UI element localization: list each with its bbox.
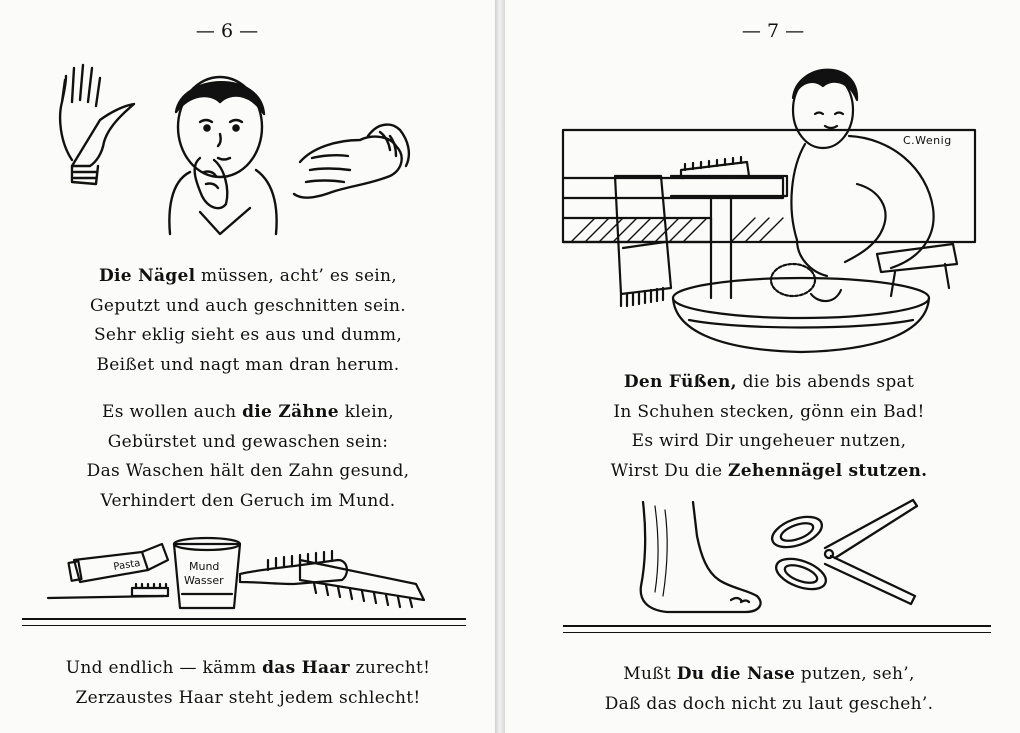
bold-phrase-hair: das Haar [262, 658, 350, 678]
poem-teeth [22, 398, 474, 516]
bold-phrase-teeth: die Zähne [242, 402, 339, 422]
artist-signature: C.Wenig [903, 134, 952, 147]
foot-and-scissors-drawing [635, 496, 925, 618]
poem-nose-line-1: Mußt Du die Nase putzen, seh’, [623, 664, 915, 684]
poem-feet-line-3: Es wird Dir ungeheuer nutzen, [631, 431, 907, 451]
poem-feet-line-2: In Schuhen stecken, gönn ein Bad! [613, 401, 925, 422]
poem-feet-line-1: Den Füßen, die bis abends spat [623, 372, 915, 392]
poem-teeth-line-1: Es wollen auch die Zähne klein, [102, 402, 394, 422]
poem-feet-line-4: Wirst Du die Zehennägel stutzen. [610, 460, 928, 481]
section-divider-left [22, 618, 466, 626]
poem-nails [22, 262, 474, 380]
poem-teeth-line-4: Verhindert den Geruch im Mund. [100, 490, 396, 511]
right-page [505, 0, 1020, 733]
poem-nose-line-2: Daß das doch nicht zu laut gescheh’. [604, 693, 934, 714]
left-page [0, 0, 495, 733]
poem-teeth-line-3: Das Waschen hält den Zahn gesund, [86, 461, 410, 481]
poem-nails-line-4: Beißet und nagt man dran herum. [96, 354, 400, 375]
bold-phrase-toenails: Zehennägel stutzen. [728, 460, 928, 481]
poem-nails-line-2: Geputzt und auch geschnitten sein. [89, 295, 406, 316]
page-number-right: — 7 — [741, 20, 805, 42]
page-number-left: — 6 — [195, 20, 259, 42]
cup-label-line2: Wasser [184, 574, 224, 587]
toiletries-illustration [44, 530, 434, 612]
boy-foot-bath-drawing [561, 58, 981, 363]
bold-phrase-feet: Den Füßen, [623, 372, 737, 392]
poem-hair-line-2: Zerzaustes Haar steht jedem schlecht! [75, 687, 421, 708]
cup-label-line1: Mund [189, 560, 220, 573]
toothpaste-label: Pasta [112, 557, 142, 573]
poem-nails-line-1: Die Nägel müssen, acht’ es sein, [98, 266, 397, 286]
foot-scissors-illustration [635, 496, 925, 618]
toothpaste-cup-brush-comb-drawing [44, 530, 434, 612]
poem-nails-line-3: Sehr eklig sieht es aus und dumm, [93, 325, 403, 345]
hands-and-boy-drawing [50, 62, 430, 242]
bold-phrase-nails: Die Nägel [98, 266, 196, 286]
section-divider-right [563, 625, 991, 633]
poem-nose [539, 660, 999, 719]
book-gutter [495, 0, 505, 733]
poem-hair [22, 654, 474, 713]
poem-hair-line-1: Und endlich — kämm das Haar zurecht! [65, 658, 431, 678]
nail-care-illustration [50, 62, 430, 242]
foot-bath-illustration [561, 58, 981, 363]
bold-phrase-nose: Du die Nase [676, 664, 796, 684]
poem-teeth-line-2: Gebürstet und gewaschen sein: [107, 431, 389, 452]
poem-feet [539, 368, 999, 486]
